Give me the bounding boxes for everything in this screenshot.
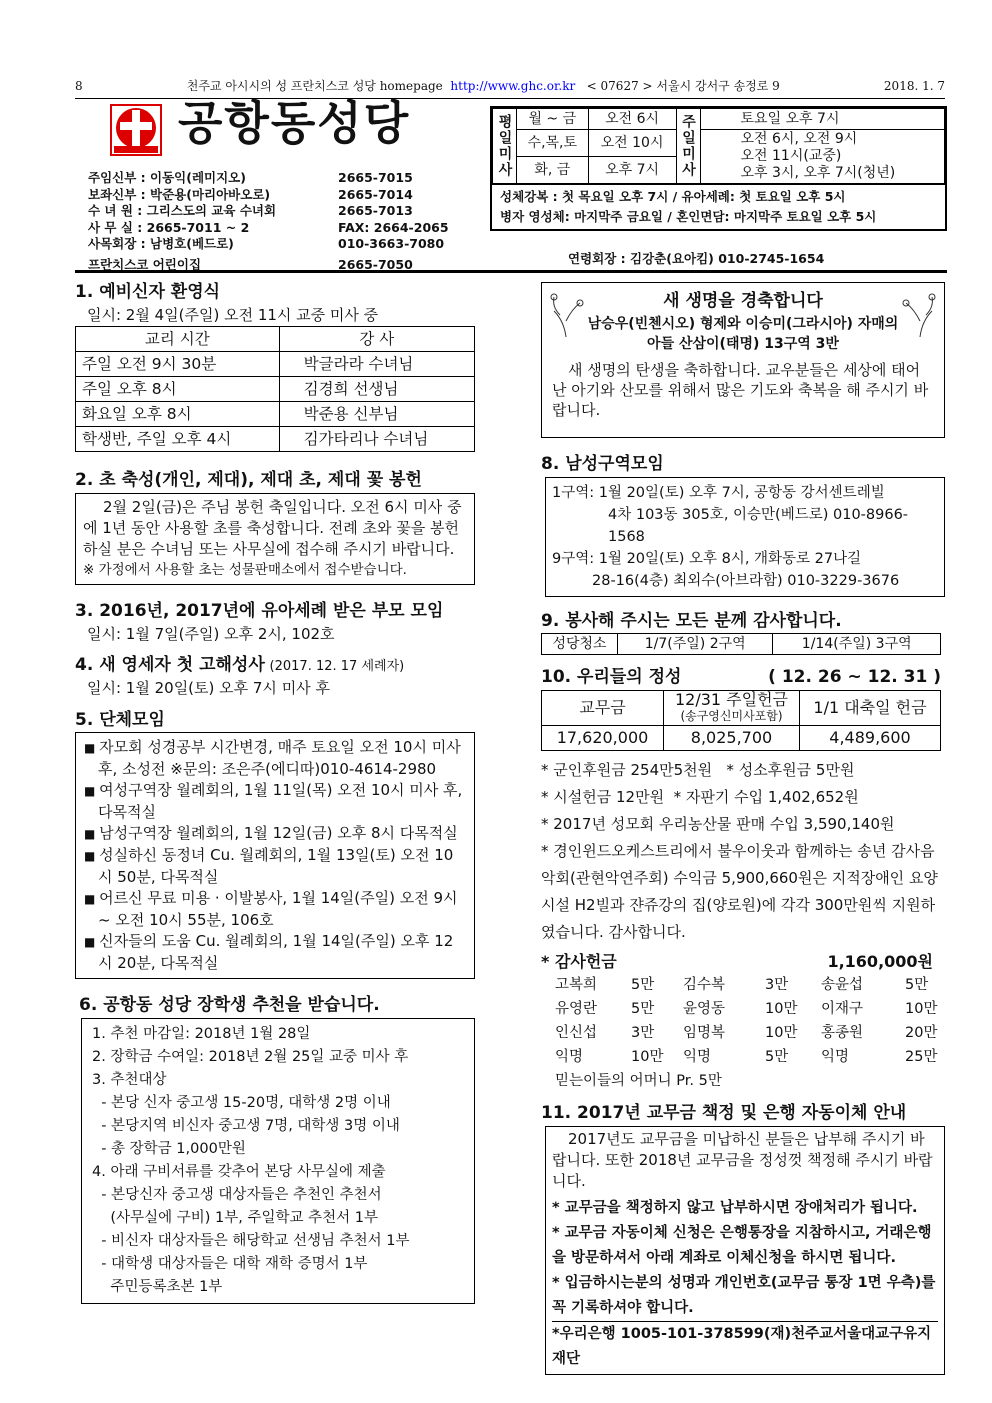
dues-line: * 입금하시는분의 성명과 개인번호(교무금 통장 1면 우측)를 꼭 기록하셔야 합니다. [552,1274,936,1316]
table-header: 강 사 [279,327,474,352]
scholarship-line: 1. 추천 마감일: 2018년 1월 28일 [92,1026,311,1043]
table-cell: 학생반, 주일 오후 4시 [76,427,280,452]
donor-name: 홍종원 [821,1025,864,1042]
section-3-date: 일시: 1월 7일(주일) 오후 2시, 102호 [87,624,335,643]
group-meeting-list [75,732,475,979]
table-cell: 박준용 신부님 [279,402,474,427]
mass-schedule [490,106,947,231]
table-cell: 4,489,600 [800,725,941,750]
section-2-note: ※ 가정에서 사용할 초는 성물판매소에서 접수받습니다. [83,562,407,579]
donor-name: 김수복 [683,977,726,994]
section-2-box [75,493,475,585]
dues-line: *우리은행 1005-101-378599(재)천주교서울대교구유지재단 [552,1321,938,1372]
scholarship-line: - 대학생 대상자들은 대학 재학 증명서 1부 [92,1256,368,1273]
table-cell: 김가타리나 수녀님 [279,427,474,452]
donor-name: 유영란 [555,1001,598,1018]
scholarship-box [81,1018,475,1304]
offering-table [541,690,941,751]
section-9-title: 9. 봉사해 주시는 모든 분께 감사합니다. [541,610,842,631]
staff-row [88,170,488,187]
section-6-title: 6. 공항동 성당 장학생 추천을 받습니다. [79,995,380,1016]
donor-name: 익명 [821,1049,850,1066]
table-cell: 김경희 선생님 [279,377,474,402]
section-4-date: 일시: 1월 20일(토) 오후 7시 미사 후 [87,679,330,698]
flower-icon [900,291,940,339]
thanks-total: 1,160,000원 [827,951,933,971]
scholarship-line: - 본당지역 비신자 중고생 7명, 대학생 3명 이내 [92,1118,400,1135]
donor-amount: 5만 [765,1049,789,1066]
section-11-title: 11. 2017년 교무금 책정 및 은행 자동이체 안내 [541,1103,907,1124]
mass-note: 병자 영성체: 마지막주 금요일 / 혼인면담: 마지막주 토요일 오후 5시 [500,209,877,224]
staff-label: 프란치스코 어린이집 [88,256,202,272]
section-8-title: 8. 남성구역모임 [541,454,664,474]
birth-child: 아들 산삼이(태명) 13구역 3반 [647,335,839,352]
staff-label: 사 무 실 : 2665-7011 ~ 2 [88,219,250,235]
parish-logo-icon [110,104,162,156]
district-line: 9구역: 1월 20일(토) 오후 8시, 개화동로 27나길 [552,550,862,567]
donor-amount: 5만 [905,977,929,994]
council-contact: 연령회장 : 김강춘(요아킴) 010-2745-1654 [568,251,825,266]
mass-notes [492,184,945,229]
birth-announcement [541,282,945,438]
dues-line: * 교무금 자동이체 신청은 은행통장을 지참하시고, 거래은행을 방문하셔서 아래 계좌로 이체신청을 하시면 됩니다. [552,1224,932,1266]
table-cell: 주일 오전 9시 30분 [76,352,280,377]
catechism-table [75,326,475,452]
section-1-title: 1. 예비신자 환영식 [75,282,221,302]
staff-label: 수 녀 원 : 그리스도의 교육 수녀회 [88,203,277,218]
donor-amount: 10만 [905,1001,938,1018]
table-cell: 박글라라 수녀님 [279,352,474,377]
list-item: ■ 어르신 무료 미용 · 이발봉사, 1월 14일(주일) 오전 9시 ~ 오전 10시 55분, 106호 [84,888,466,931]
weekday-time: 오전 6시 [588,109,676,130]
flower-icon [546,291,586,339]
table-cell: 1/7(주일) 2구역 [618,634,773,655]
scholarship-line: 4. 아래 구비서류를 갖추어 본당 사무실에 제출 [92,1164,386,1181]
offering-note: * 시설헌금 12만원 * 자판기 수입 1,402,652원 [541,787,859,806]
scholarship-line: (사무실에 구비) 1부, 주일학교 추천서 1부 [92,1210,378,1227]
donor-name: 익명 [555,1049,584,1066]
sunday-time: 오전 6시, 오전 9시 [740,131,858,147]
dues-intro: 2017년도 교무금을 미납하신 분들은 납부해 주시기 바랍니다. 또한 2018년 교무금을 정성껏 책정해 주시기 바랍니다. [552,1129,933,1190]
homepage-link[interactable]: http://www.ghc.or.kr [450,79,576,93]
scholarship-line: - 비신자 대상자들은 해당학교 선생님 추천서 1부 [92,1233,410,1250]
scholarship-line: 3. 추천대상 [92,1072,167,1089]
mens-district-box [545,477,945,597]
section-2-body: 2월 2일(금)은 주님 봉헌 축일입니다. 오전 6시 미사 중에 1년 동안 사용할 초를 축성합니다. 전례 초와 꽃을 봉헌하실 분은 수녀님 또는 사무실에 접수해 주시기 바랍니다. [83,498,462,559]
birth-parents: 남승우(빈첸시오) 형제와 이승미(그라시아) 자매의 [587,315,899,332]
section-1-date: 일시: 2월 4일(주일) 오전 11시 교중 미사 중 [87,305,379,324]
table-header: 교리 시간 [76,327,280,352]
dues-box [545,1126,945,1375]
donor-amount: 20만 [905,1025,938,1042]
donor-name: 인신섭 [555,1025,598,1042]
donor-amount: 10만 [631,1049,664,1066]
staff-phone: 010-3663-7080 [338,236,445,251]
scholarship-line: - 본당신자 중고생 대상자들은 추천인 추천서 [92,1187,382,1204]
weekday-mass-label: 평일미사 [493,109,517,184]
donor-amount: 10만 [765,1025,798,1042]
table-cell: 17,620,000 [542,725,664,750]
table-row [76,427,475,452]
header-divider [75,270,947,273]
sunday-mass-label: 주일미사 [676,109,700,184]
staff-row [88,187,488,204]
staff-phone: 2665-7015 [338,170,413,185]
list-item: ■ 자모회 성경공부 시간변경, 매주 토요일 오전 10시 미사 후, 소성전 ※문의: 조은주(에디따)010-4614-2980 [84,737,466,780]
staff-row [88,220,488,237]
offering-note: * 군인후원금 254만5천원 * 성소후원금 5만원 [541,760,855,779]
section-2-title: 2. 초 축성(개인, 제대), 제대 초, 제대 꽃 봉헌 [75,470,422,491]
donor-name: 익명 [683,1049,712,1066]
staff-phone: 2665-7013 [338,203,413,218]
donor-amount: 5만 [631,1001,655,1018]
list-item: ■ 성실하신 동정녀 Cu. 월례회의, 1월 13일(토) 오전 10시 50분, 다목적실 [84,845,466,888]
donor-amount: 5만 [631,977,655,994]
donor-last: 믿는이들의 어머니 Pr. 5만 [555,1073,722,1090]
donor-amount: 10만 [765,1001,798,1018]
weekday-time: 오전 10시 [588,130,676,157]
staff-label: 보좌신부 : 박준용(마리아바오로) [88,186,271,202]
section-4-note: (2017. 12. 17 세례자) [269,659,405,675]
table-header: 1/1 대축일 헌금 [800,690,941,725]
mass-note: 성체강복 : 첫 목요일 오후 7시 / 유아세례: 첫 토요일 오후 5시 [500,189,846,204]
donor-name: 이재구 [821,1001,864,1018]
left-column [75,280,475,1304]
scholarship-line: - 본당 신자 중고생 15-20명, 대학생 2명 이내 [92,1095,391,1112]
table-row [76,377,475,402]
right-column [541,282,945,1375]
weekday-time: 오후 7시 [588,157,676,184]
donor-name: 임명복 [683,1025,726,1042]
volunteer-table [541,633,941,655]
list-item: ■ 남성구역장 월례회의, 1월 12일(금) 오후 8시 다목적실 [84,823,466,845]
table-cell: 8,025,700 [664,725,800,750]
table-cell: 화요일 오후 8시 [76,402,280,427]
district-line: 28-16(4층) 최외수(아브라함) 010-3229-3676 [592,572,900,589]
district-line: 4차 103동 305호, 이승만(베드로) 010-8966-1568 [608,506,909,545]
offering-note: * 경인윈드오케스트리에서 불우이웃과 함께하는 송년 감사음악회(관현악연주회) 수익금 5,900,660원은 지적장애인 요양시설 H2빌과 쟌쥬강의 집(양로원)에 각각 300만원씩 지원하였습니다. 감사합니다. [541,841,938,941]
scholarship-line: 2. 장학금 수여일: 2018년 2월 25일 교중 미사 후 [92,1049,409,1066]
issue-date: 2018. 1. 7 [883,79,945,93]
staff-label: 사목회장 : 남병호(베드로) [88,236,234,251]
section-4-title: 4. 새 영세자 첫 고해성사 [75,655,265,676]
dues-lines [552,1196,938,1372]
sunday-time: 오전 11시(교중) [740,148,842,164]
section-3-title: 3. 2016년, 2017년에 유아세례 받은 부모 모임 [75,601,444,622]
table-header: 교무금 [542,690,664,725]
section-10-title: 10. 우리들의 정성 [541,667,682,688]
address: < 07627 > 서울시 강서구 송정로 9 [586,79,780,93]
table-cell: 주일 오후 8시 [76,377,280,402]
donor-name: 고복희 [555,977,598,994]
donor-amount: 3만 [631,1025,655,1042]
donor-amount: 25만 [905,1049,938,1066]
table-header: 12/31 주일헌금 [674,689,789,709]
sunday-time: 오후 3시, 오후 7시(청년) [740,165,896,181]
dues-line: * 교무금을 책정하지 않고 납부하시면 장애처리가 됩니다. [552,1199,918,1216]
weekday-day: 월 ~ 금 [517,109,589,130]
staff-label: 주임신부 : 이동익(레미지오) [88,170,246,185]
birth-body: 새 생명의 탄생을 축하합니다. 교우분들은 세상에 태어난 아기와 산모를 위해서 많은 기도와 축복을 해 주시기 바랍니다. [552,361,929,420]
offering-note: * 2017년 성모회 우리농산물 판매 수입 3,590,140원 [541,814,895,833]
staff-row [88,236,488,253]
list-item: ■ 신자들의 도움 Cu. 월례회의, 1월 14일(주일) 오후 12시 20분, 다목적실 [84,931,466,974]
scholarship-line: - 총 장학금 1,000만원 [92,1141,246,1158]
page-number: 8 [75,79,83,93]
table-row [76,352,475,377]
donor-name: 윤영동 [683,1001,726,1018]
table-cell: 1/14(주일) 3구역 [773,634,941,655]
district-line: 1구역: 1월 20일(토) 오후 7시, 공항동 강서센트레빌 [552,484,885,501]
donor-amount: 3만 [765,977,789,994]
list-item: ■ 여성구역장 월례회의, 1월 11일(목) 오전 10시 미사 후, 다목적실 [84,780,466,823]
staff-phone: FAX: 2664-2065 [338,219,449,235]
table-row [76,402,475,427]
offering-notes [541,757,945,946]
weekday-day: 수,목,토 [517,130,589,157]
table-header-note: (송구영신미사포함) [680,708,783,723]
birth-title: 새 생명을 경축합니다 [663,291,823,311]
weekday-day: 화, 금 [517,157,589,184]
donor-list [541,973,945,1069]
staff-list [88,170,488,273]
sunday-time: 토요일 오후 7시 [700,109,944,130]
staff-row [88,203,488,220]
section-10-period: ( 12. 26 ~ 12. 31 ) [768,667,941,688]
table-cell: 성당청소 [542,634,618,655]
staff-phone: 2665-7014 [338,186,413,202]
parish-title: 공항동성당 [178,96,411,150]
donor-name: 송윤섭 [821,977,864,994]
section-5-title: 5. 단체모임 [75,709,165,730]
scholarship-line: 주민등록초본 1부 [92,1279,223,1296]
thanks-label: * 감사헌금 [541,951,617,971]
parish-info: 천주교 아시시의 성 프란치스코 성당 homepage [186,79,443,93]
staff-phone: 2665-7050 [338,256,413,272]
